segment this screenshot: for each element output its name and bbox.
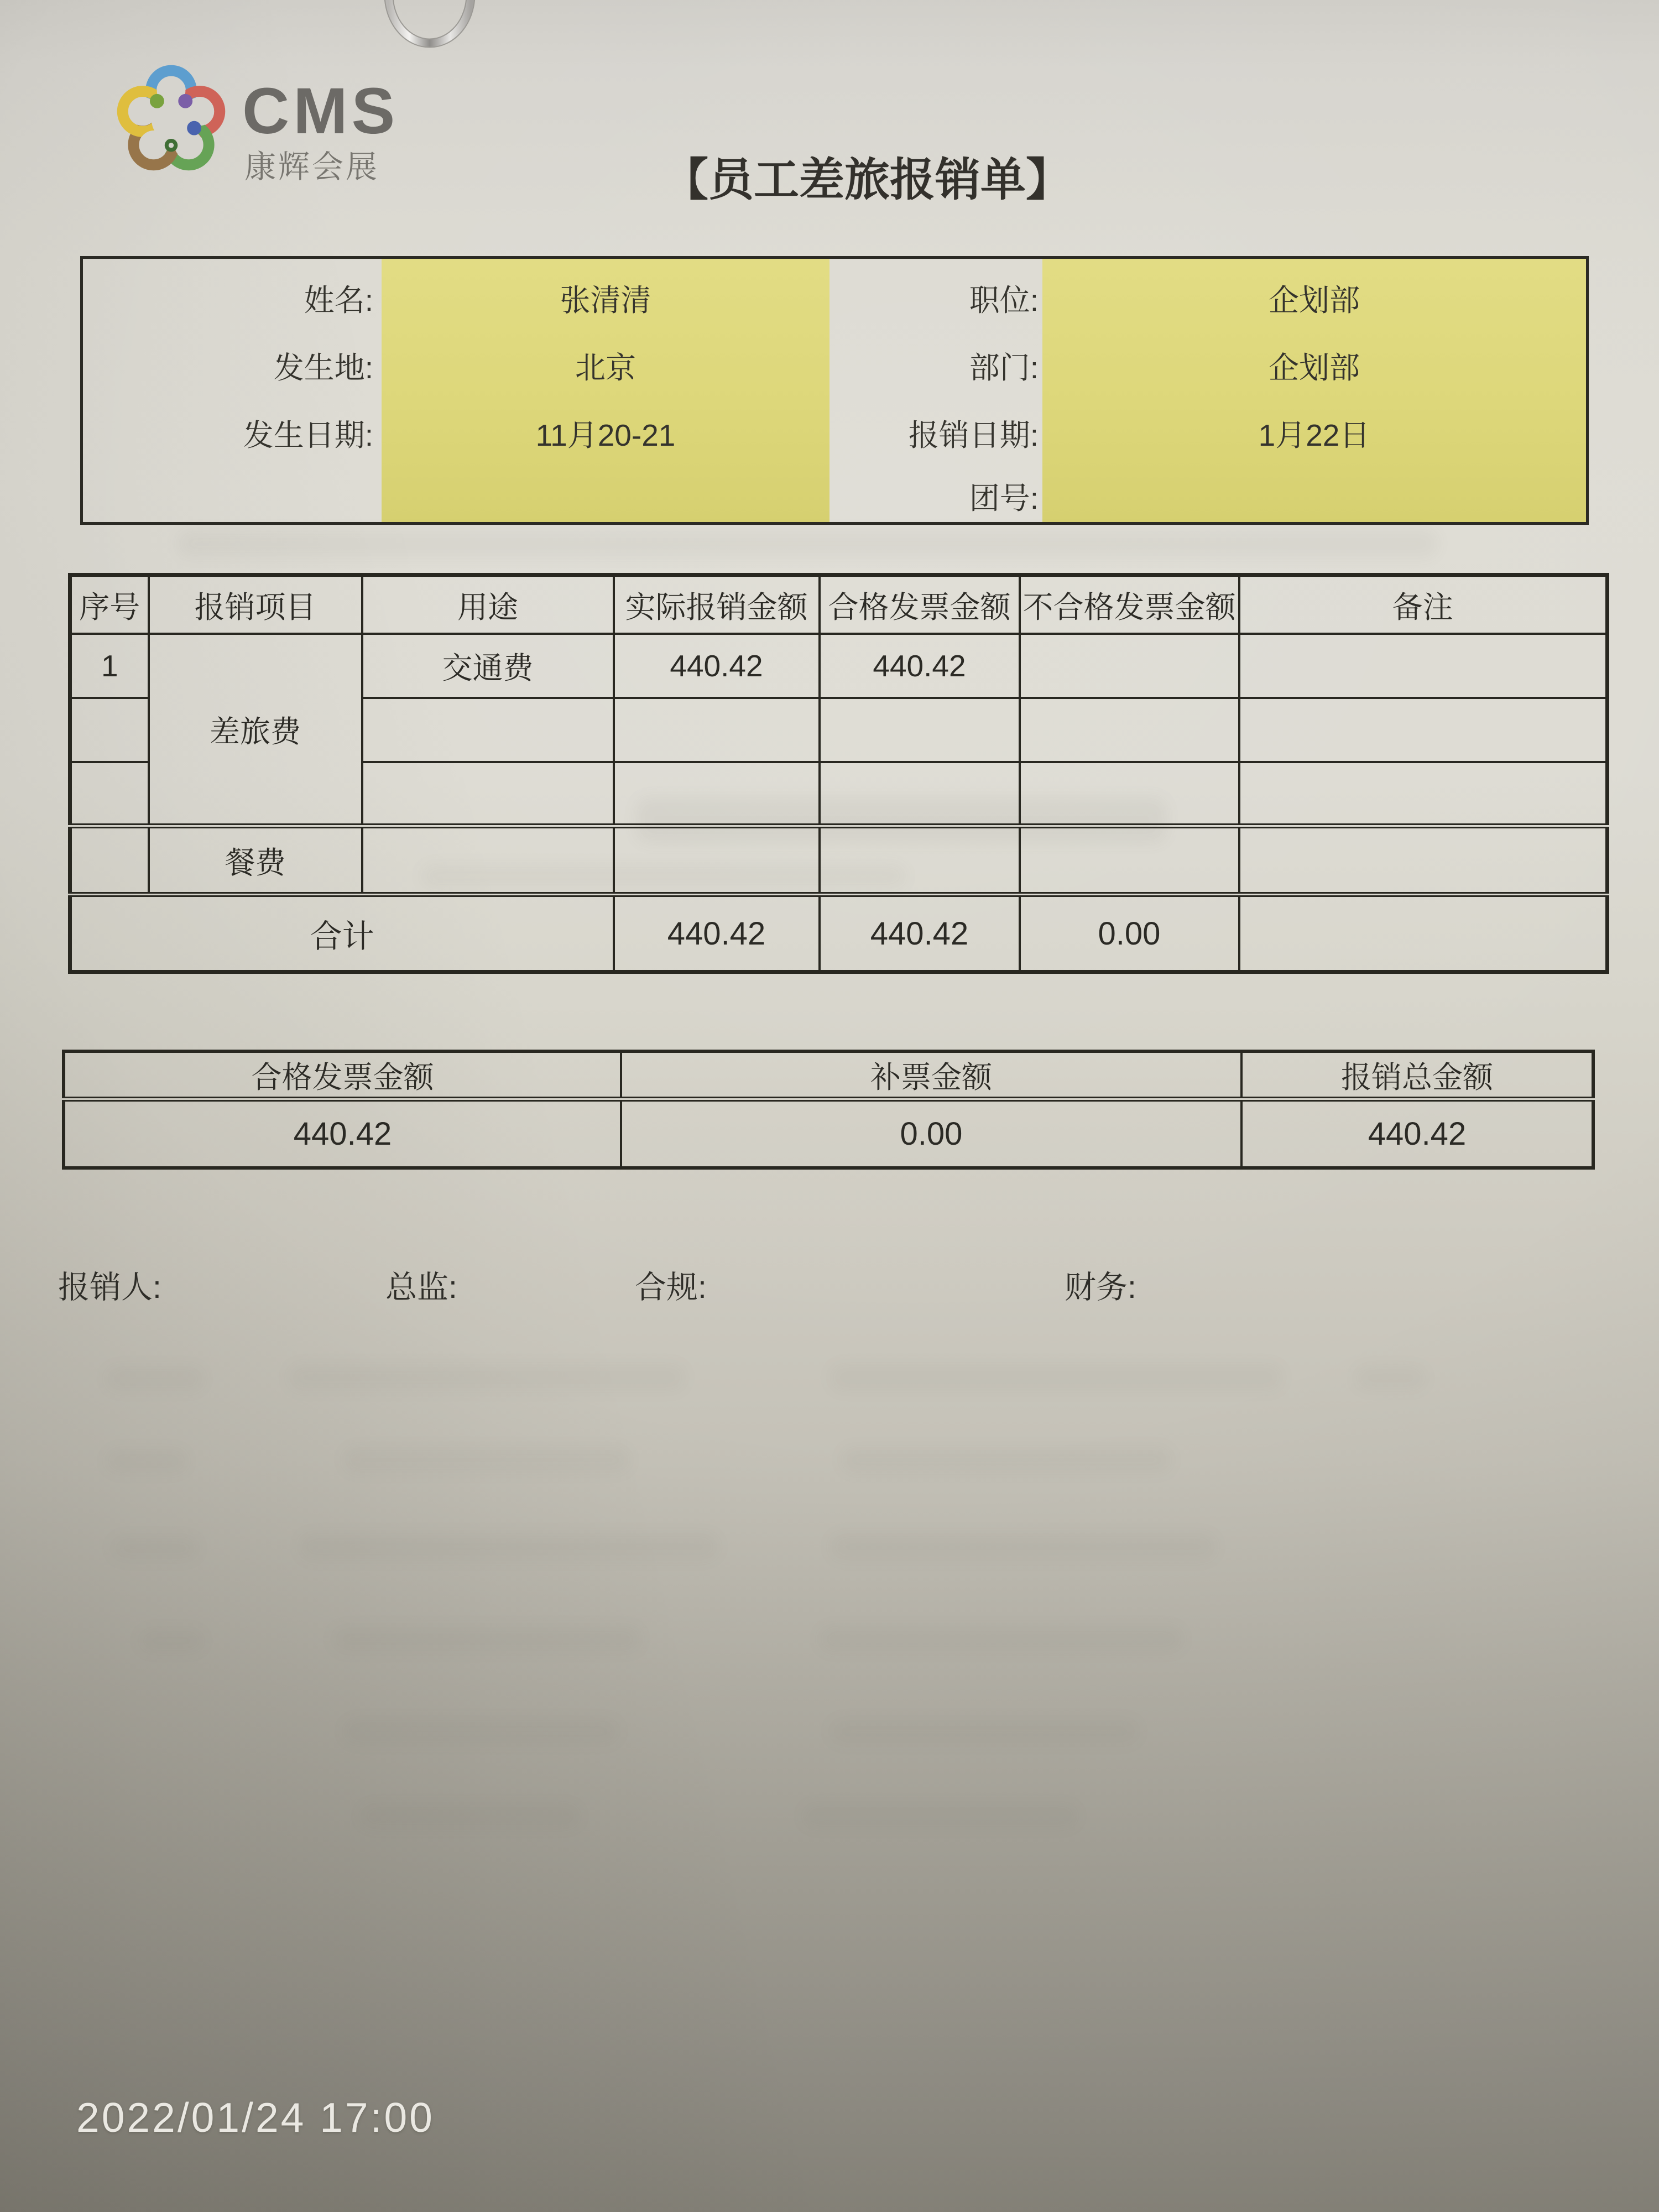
summary-header-valid-invoice: 合格发票金额 [64, 1051, 621, 1099]
col-header-category: 报销项目 [149, 575, 362, 634]
department-value: 企划部 [1268, 351, 1360, 385]
summary-header-reissue: 补票金额 [621, 1051, 1241, 1099]
showthrough-smudge [830, 1719, 1139, 1744]
showthrough-smudge [359, 1804, 581, 1828]
signature-director-label: 总监: [385, 1270, 457, 1305]
expense-header-row [70, 575, 1608, 634]
cell-valid-invoice: 440.42 [820, 634, 1020, 698]
summary-table [62, 1050, 1595, 1170]
position-value: 企划部 [1268, 283, 1360, 317]
showthrough-smudge [818, 1626, 1183, 1652]
photo-timestamp: 2022/01/24 17:00 [76, 2094, 435, 2141]
summary-reissue-value: 0.00 [621, 1099, 1241, 1168]
brand-name-chinese: 康辉会展 [244, 149, 379, 185]
cell-invalid-invoice [1020, 826, 1239, 895]
summary-value-row [64, 1099, 1593, 1168]
cell-invalid-invoice [1020, 698, 1239, 762]
col-header-valid-invoice: 合格发票金额 [820, 575, 1020, 634]
cell-category-travel: 差旅费 [149, 634, 362, 826]
showthrough-smudge [177, 530, 1438, 557]
showthrough-smudge [802, 1804, 1078, 1828]
name-value: 张清清 [560, 283, 651, 317]
showthrough-smudge [830, 1364, 1283, 1391]
total-remark [1239, 895, 1608, 972]
cell-remark [1239, 634, 1608, 698]
total-invalid-invoice: 0.00 [1020, 895, 1239, 972]
cell-purpose [362, 698, 614, 762]
location-value: 北京 [575, 351, 636, 385]
summary-header-grand-total: 报销总金额 [1241, 1051, 1593, 1099]
cell-purpose: 交通费 [362, 634, 614, 698]
cell-category-meal: 餐费 [149, 826, 362, 895]
table-row [70, 826, 1608, 895]
showthrough-smudge [138, 1629, 205, 1652]
signature-finance-label: 财务: [1065, 1270, 1136, 1305]
cell-actual-amount [614, 762, 820, 826]
cell-valid-invoice [820, 826, 1020, 895]
showthrough-smudge [841, 1447, 1172, 1473]
showthrough-smudge [1355, 1366, 1427, 1390]
showthrough-smudge [332, 1626, 641, 1652]
col-header-actual-amount: 实际报销金额 [614, 575, 820, 634]
summary-valid-invoice-value: 440.42 [64, 1099, 621, 1168]
total-actual-amount: 440.42 [614, 895, 820, 972]
col-header-invalid-invoice: 不合格发票金额 [1020, 575, 1239, 634]
location-label: 发生地: [273, 351, 373, 385]
cell-remark [1239, 698, 1608, 762]
total-label: 合计 [70, 895, 614, 972]
brand-name: CMS [242, 75, 399, 148]
binder-ring [372, 0, 488, 51]
table-row [70, 634, 1608, 698]
cell-remark [1239, 826, 1608, 895]
showthrough-smudge [343, 1447, 630, 1473]
expense-table [68, 573, 1609, 974]
claim-date-value: 1月22日 [1258, 418, 1370, 452]
cms-flower-logo-icon [106, 48, 236, 200]
summary-grand-total-value: 440.42 [1241, 1099, 1593, 1168]
summary-header-row [64, 1051, 1593, 1099]
showthrough-smudge [105, 1366, 205, 1391]
claim-date-label: 报销日期: [908, 418, 1039, 452]
signature-claimant-label: 报销人: [58, 1270, 161, 1305]
cell-index [70, 698, 149, 762]
cell-remark [1239, 762, 1608, 826]
showthrough-smudge [288, 1364, 686, 1391]
cell-invalid-invoice [1020, 762, 1239, 826]
cell-actual-amount [614, 698, 820, 762]
occur-date-label: 发生日期: [243, 418, 373, 452]
name-label: 姓名: [304, 283, 373, 317]
group-no-value [1042, 476, 1586, 520]
page-title: 【员工差旅报销单】 [662, 155, 1071, 205]
employee-info-box [80, 256, 1589, 525]
col-header-index: 序号 [70, 575, 149, 634]
expense-total-row [70, 895, 1608, 972]
cell-actual-amount [614, 826, 820, 895]
signature-compliance-label: 合规: [635, 1270, 707, 1305]
showthrough-smudge [105, 1449, 188, 1473]
cell-index [70, 826, 149, 895]
cell-invalid-invoice [1020, 634, 1239, 698]
showthrough-smudge [343, 1719, 619, 1744]
cell-purpose [362, 826, 614, 895]
showthrough-smudge [299, 1533, 719, 1561]
cell-valid-invoice [820, 762, 1020, 826]
showthrough-smudge [111, 1536, 199, 1561]
cell-purpose [362, 762, 614, 826]
position-label: 职位: [969, 283, 1039, 317]
department-label: 部门: [969, 351, 1039, 385]
cell-index: 1 [70, 634, 149, 698]
col-header-remark: 备注 [1239, 575, 1608, 634]
occur-date-value: 11月20-21 [535, 418, 676, 452]
cell-valid-invoice [820, 698, 1020, 762]
cell-index [70, 762, 149, 826]
col-header-purpose: 用途 [362, 575, 614, 634]
binder-ring-icon [372, 0, 488, 51]
cell-actual-amount: 440.42 [614, 634, 820, 698]
total-valid-invoice: 440.42 [820, 895, 1020, 972]
showthrough-smudge [830, 1533, 1217, 1561]
group-no-label: 团号: [969, 481, 1039, 515]
